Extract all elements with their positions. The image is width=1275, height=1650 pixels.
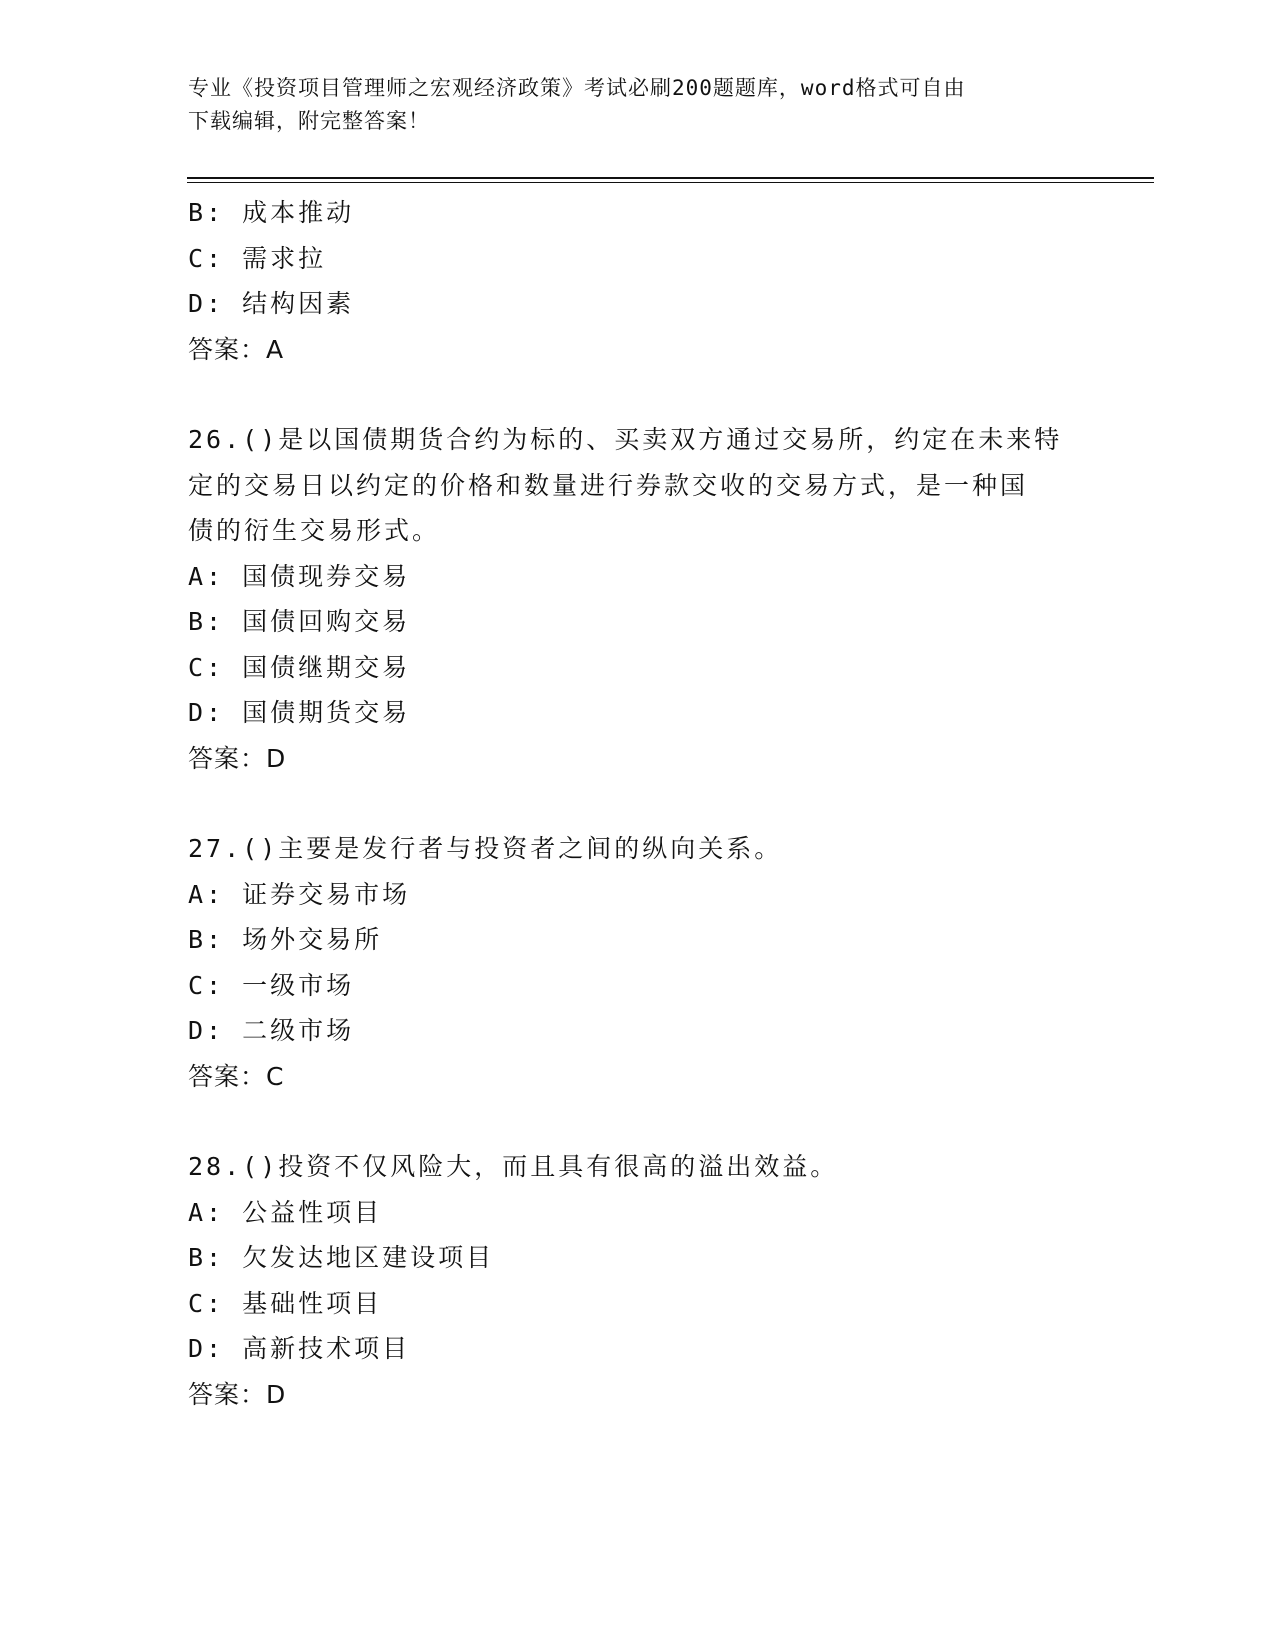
option-text: 证券交易市场 (242, 879, 411, 909)
question-25-continued (188, 190, 1088, 372)
option-text: 国债继期交易 (242, 652, 411, 682)
stem-line: 27.()主要是发行者与投资者之间的纵向关系。 (188, 834, 783, 863)
option-label: B: (188, 607, 225, 636)
option-d (188, 1326, 1088, 1372)
option-c (188, 1281, 1088, 1327)
option-text: 基础性项目 (242, 1288, 383, 1318)
option-label: D: (188, 1334, 225, 1363)
header-line-1: 专业《投资项目管理师之宏观经济政策》考试必刷200题题库，word格式可自由 (188, 76, 966, 100)
option-label: A: (188, 1197, 225, 1227)
option-b (188, 190, 1088, 236)
answer-line: 答案：D (188, 1379, 287, 1409)
option-label: D: (188, 289, 225, 318)
question-list (188, 190, 1088, 1417)
option-label: C: (188, 1288, 225, 1318)
option-label: A: (188, 561, 225, 591)
option-b (188, 917, 1088, 963)
option-text: 结构因素 (242, 289, 355, 318)
option-d (188, 281, 1088, 327)
option-text: 国债期货交易 (242, 698, 411, 727)
option-text: 二级市场 (242, 1016, 355, 1045)
option-text: 场外交易所 (242, 925, 383, 954)
option-a (188, 1190, 1088, 1236)
option-text: 成本推动 (242, 198, 355, 227)
answer-line: 答案：A (188, 334, 285, 364)
option-d (188, 690, 1088, 736)
option-text: 需求拉 (242, 243, 327, 273)
stem-line: 28.()投资不仅风险大，而且具有很高的溢出效益。 (188, 1152, 839, 1181)
option-a (188, 872, 1088, 918)
question-26 (188, 417, 1088, 781)
option-label: B: (188, 1243, 225, 1272)
option-label: D: (188, 698, 225, 727)
stem-line: 26.()是以国债期货合约为标的、买卖双方通过交易所，约定在未来特 (188, 425, 1063, 454)
option-b (188, 599, 1088, 645)
option-label: B: (188, 198, 225, 227)
question-stem (188, 826, 1068, 872)
option-text: 高新技术项目 (242, 1334, 411, 1363)
option-c (188, 645, 1088, 691)
document-header (188, 72, 1068, 138)
answer-line: 答案：C (188, 1061, 285, 1091)
option-b (188, 1235, 1088, 1281)
option-label: D: (188, 1016, 225, 1045)
header-line-2: 下载编辑，附完整答案！ (188, 109, 430, 133)
option-text: 国债现券交易 (242, 561, 411, 591)
option-text: 一级市场 (242, 970, 355, 1000)
question-stem (188, 1144, 1068, 1190)
question-28 (188, 1144, 1088, 1417)
option-a (188, 554, 1088, 600)
option-text: 公益性项目 (242, 1197, 383, 1227)
option-label: A: (188, 879, 225, 909)
header-rule-thin (187, 182, 1154, 183)
option-label: B: (188, 925, 225, 954)
option-label: C: (188, 970, 225, 1000)
option-c (188, 236, 1088, 282)
option-label: C: (188, 652, 225, 682)
option-text: 欠发达地区建设项目 (242, 1243, 495, 1272)
option-c (188, 963, 1088, 1009)
option-d (188, 1008, 1088, 1054)
question-27 (188, 826, 1088, 1099)
question-stem (188, 417, 1068, 554)
header-rule-thick (187, 177, 1154, 179)
option-text: 国债回购交易 (242, 607, 411, 636)
stem-line: 定的交易日以约定的价格和数量进行券款交收的交易方式，是一种国 (188, 470, 1029, 500)
option-label: C: (188, 243, 225, 273)
stem-line: 债的衍生交易形式。 (188, 516, 441, 545)
answer-line: 答案：D (188, 743, 287, 773)
